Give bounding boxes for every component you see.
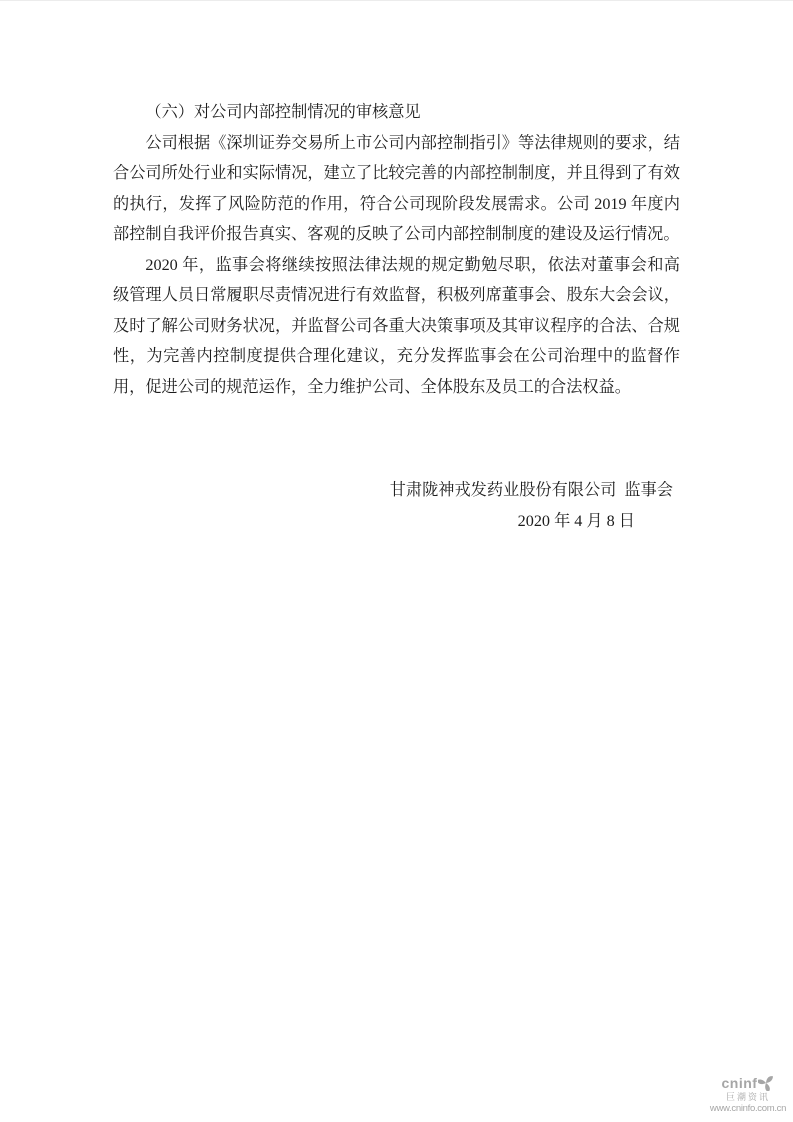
paragraph-internal-control-opinion: 公司根据《深圳证券交易所上市公司内部控制指引》等法律规则的要求，结合公司所处行业和实际情况，建立了比较完善的内部控制制度，并且得到了有效的执行，发挥了风险防范的作用，符合公司现阶段发展需求。公司 2019 年度内部控制自我评价报告真实、客观的反映了公司内部控制制度的建设及运行情况。	[113, 133, 680, 243]
cninfo-url: www.cninfo.com.cn	[709, 1103, 787, 1114]
cninfo-watermark	[706, 1075, 790, 1114]
cninfo-brand-text: cninf	[721, 1075, 758, 1091]
signature-block	[113, 475, 680, 536]
document-body	[113, 97, 680, 402]
section-heading: （六）对公司内部控制情况的审核意见	[145, 103, 421, 121]
signature-company: 甘肃陇神戎发药业股份有限公司 监事会	[389, 481, 673, 499]
cninfo-logo-row	[706, 1075, 790, 1091]
signature-date: 2020 年 4 月 8 日	[517, 511, 635, 530]
cninfo-brand-chinese: 巨潮资讯	[725, 1092, 770, 1102]
paragraph-2020-outlook: 2020 年，监事会将继续按照法律法规的规定勤勉尽职，依法对董事会和高级管理人员日常履职尽责情况进行有效监督，积极列席董事会、股东大会会议，及时了解公司财务状况，并监督公司各重大决策事项及其审议程序的合法、合规性，为完善内控制度提供合理化建议，充分发挥监事会在公司治理中的监督作用，促进公司的规范运作，全力维护公司、全体股东及员工的合法权益。	[113, 255, 680, 396]
pinwheel-swirl-icon	[758, 1075, 774, 1091]
